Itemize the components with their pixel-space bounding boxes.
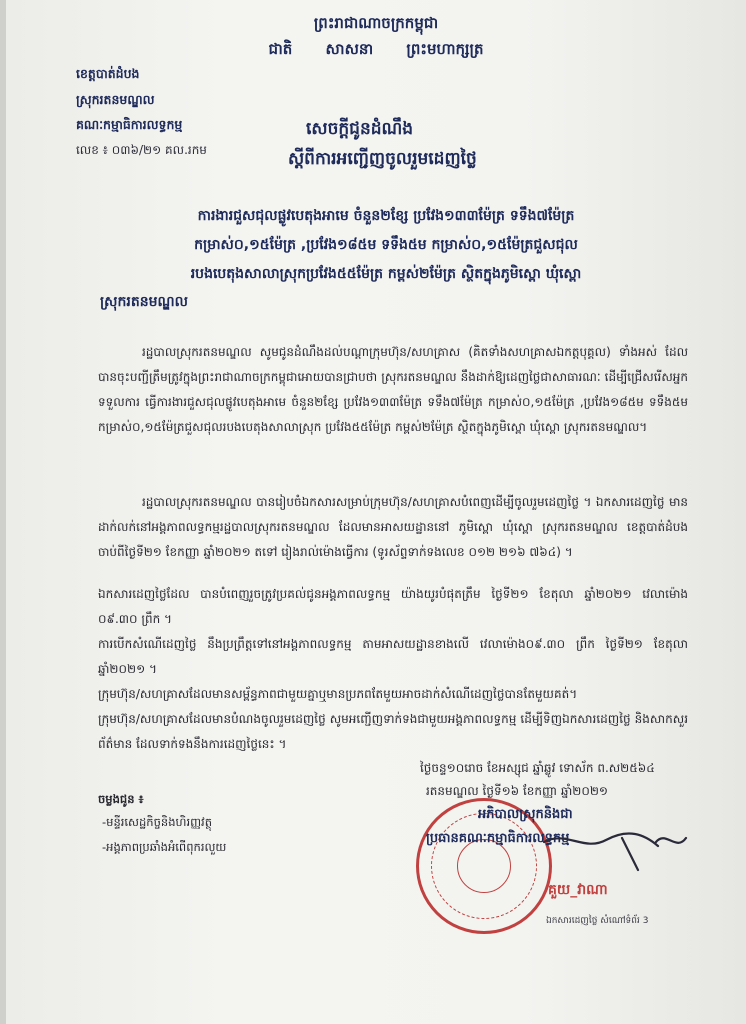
cc-item: -មន្ទីរសេដ្ឋកិច្ចនិងហិរញ្ញវត្ថុ (102, 815, 212, 829)
lunar-date: ថ្ងៃចន្ទ១០រោច ខែអស្សុជ ឆ្នាំឆ្លូវ ទោស័ក ព.ស២៥៦៤ (420, 761, 655, 775)
body-paragraph: ឯកសារដេញថ្លៃដែល បានបំពេញរួចត្រូវប្រគល់ជូនអង្គភាពលទ្ធកម្ម យ៉ាងយូរបំផុតត្រឹម ថ្ងៃទី២១ ខែតុលា ឆ្នាំ២០២១ វេលាម៉ោង ០៩.៣០ ព្រឹក ។ (98, 587, 688, 626)
cc-item: -អង្គភាពប្រឆាំងអំពើពុករលួយ (102, 840, 227, 854)
headline-line: ស្រុករតនមណ្ឌល (100, 294, 188, 310)
issuer-district: ស្រុករតនមណ្ឌល (76, 92, 155, 107)
body-paragraph: ការបើកសំណើដេញថ្លៃ នឹងប្រព្រឹត្តទៅនៅអង្គភាពលទ្ធកម្ម តាមអាសយដ្ឋានខាងលើ វេលាម៉ោង០៩.៣០ ព្រឹក ថ្ងៃទី២១ ខែតុលា ឆ្នាំ២០២១ ។ (98, 637, 688, 676)
signatory-name: គួយ_វាណា (548, 882, 608, 898)
national-motto (6, 40, 746, 62)
body-paragraph: ក្រុមហ៊ុន/សហគ្រាសដែលមានបំណងចូលរួមដេញថ្លៃ សូមអញ្ជើញទាក់ទងជាមួយអង្គភាពលទ្ធកម្ម ដើម្បីទិញឯកសារដេញថ្លៃ និងសាកសួរព័ត៌មាន ដែលទាក់ទងនឹងការដេញថ្លៃនេះ ។ (98, 712, 688, 751)
body-paragraph: រដ្ឋបាលស្រុករតនមណ្ឌល បានរៀបចំឯកសារសម្រាប់ក្រុមហ៊ុន/សហគ្រាសបំពេញដើម្បីចូលរួមដេញថ្លៃ ។ ឯកសារដេញថ្លៃ មានដាក់លក់នៅអង្គភាពលទ្ធកម្មរដ្ឋបាលស្រុករតនមណ្ឌល ដែលមានអាសយដ្ឋាននៅ ភូមិស្ពោ ឃុំស្ពោ ស្រុករតនមណ្ឌល ខេត្តបាត់ដំបង ចាប់ពីថ្ងៃទី២១ ខែកញ្ញា ឆ្នាំ២០២១ តទៅ រៀងរាល់ម៉ោងធ្វើការ (ទូរស័ព្ទទាក់ទងលេខ ០១២ ២១៦ ៧៦៤) ។ (98, 495, 688, 559)
document-number: លេខ ៖ ០៣៦/២១ គល.រកម (76, 143, 207, 157)
handwritten-signature (526, 812, 706, 882)
kingdom-heading: ព្រះរាជាណាចក្រកម្ពុជា (313, 14, 439, 32)
document-subtitle: ស្តីពីការអញ្ជើញចូលរួមដេញថ្លៃ (288, 149, 477, 169)
signatory-title: អភិបាលស្រុកនិងជា (478, 807, 573, 822)
solar-date: រតនមណ្ឌល ថ្ងៃទី១៦ ខែកញ្ញា ឆ្នាំ២០២១ (426, 784, 609, 798)
headline-line: កម្រាស់០,១៥ម៉ែត្រ ,ប្រវែង១៨៥ម ទទឹង៥ម កម្រាស់០,១៥ម៉ែត្រជួសជុល (194, 237, 578, 253)
document-title: សេចក្តីជូនដំណឹង (306, 119, 414, 139)
signatory-role: ប្រធានគណៈកម្មាធិការលទ្ធកម្ម (426, 831, 570, 846)
motto-king: ព្រះមហាក្សត្រ (406, 40, 484, 58)
motto-nation: ជាតិ (268, 40, 293, 58)
issuer-province: ខេត្តបាត់ដំបង (76, 66, 140, 81)
body-paragraph: ក្រុមហ៊ុន/សហគ្រាសដែលមានសម្ព័ន្ធភាពជាមួយគ្នាឬមានប្រភពតែមួយអាចដាក់សំណើដេញថ្លៃបានតែមួយគត់។ (98, 687, 578, 701)
motto-religion: សាសនា (325, 40, 374, 58)
cc-heading: ចម្លងជូន ៖ (98, 792, 144, 806)
body-paragraph: រដ្ឋបាលស្រុករតនមណ្ឌល សូមជូនដំណឹងដល់បណ្តាក្រុមហ៊ុន/សហគ្រាស (គិតទាំងសហគ្រាសឯកត្តបុគ្គល) ទាំងអស់ ដែលបានចុះបញ្ជីត្រឹមត្រូវក្នុងព្រះរាជាណាចក្រកម្ពុជាអោយបានជ្រាបថា ស្រុករតនមណ្ឌល នឹងដាក់ឱ្យដេញថ្លៃជាសាធារណៈ ដើម្បីជ្រើសរើសអ្នកទទួលការ ធ្វើការងារជួសជុលផ្លូវបេតុងអាមេ ចំនួន២ខ្សែ ប្រវែង១៣៣ម៉ែត្រ ទទឹង៧ម៉ែត្រ កម្រាស់០,១៥ម៉ែត្រ ,ប្រវែង១៨៥ម ទទឹង៥ម កម្រាស់០,១៥ម៉ែត្រជួសជុលរបងបេតុងសាលាស្រុក ប្រវែង៥៥ម៉ែត្រ កម្ពស់២ម៉ែត្រ ស្ថិតក្នុងភូមិស្ពោ ឃុំស្ពោ ស្រុករតនមណ្ឌល។ (98, 345, 688, 434)
document-page (6, 0, 746, 1024)
headline-line: ការងារជួសជុលផ្លូវបេតុងអាមេ ចំនួន២ខ្សែ ប្រវែង១៣៣ម៉ែត្រ ទទឹង៧ម៉ែត្រ (197, 208, 575, 224)
page-note: ឯកសារដេញថ្លៃ សំណៅទំព័រ 3 (546, 916, 649, 926)
issuer-committee: គណៈកម្មាធិការលទ្ធកម្ម (76, 117, 183, 132)
headline-line: របងបេតុងសាលាស្រុកប្រវែង៥៥ម៉ែត្រ កម្ពស់២ម៉ែត្រ ស្ថិតក្នុងភូមិស្ពោ ឃុំស្ពោ (190, 266, 582, 282)
